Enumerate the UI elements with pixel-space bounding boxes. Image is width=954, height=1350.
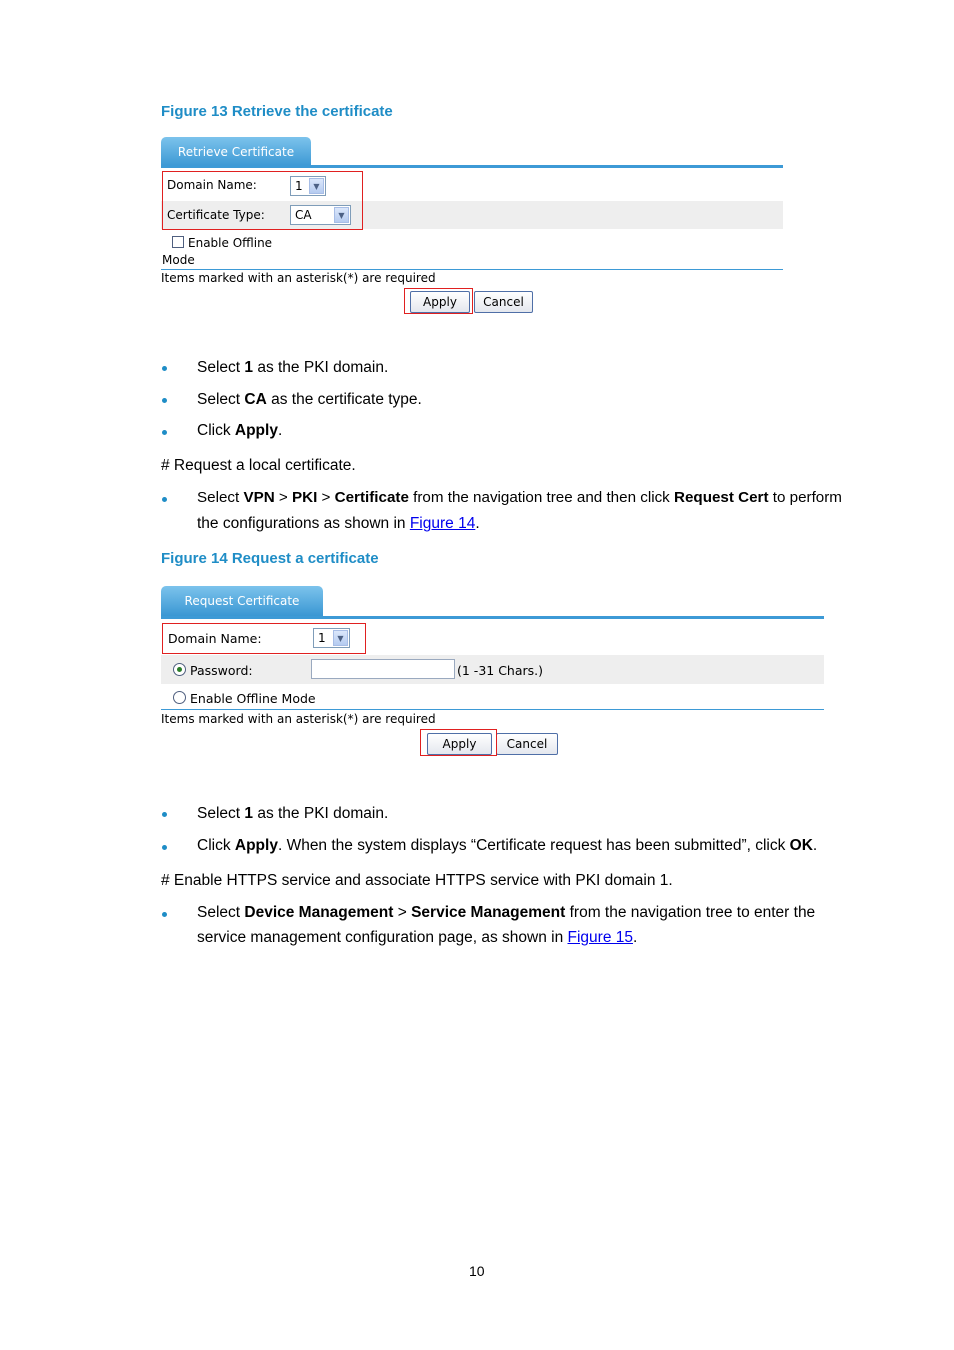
step-nav-certificate: Select VPN > PKI > Certificate from the navigation tree and then click Request Cert to perform — [197, 489, 842, 506]
enable-offline-label: Enable Offline Mode — [190, 691, 316, 706]
bullet — [162, 398, 167, 403]
password-input[interactable] — [311, 659, 455, 679]
bullet — [162, 430, 167, 435]
enable-offline-label: Enable Offline — [188, 236, 273, 250]
figure-13-caption: Figure 13 Retrieve the certificate — [161, 103, 393, 120]
step-select-domain: Select 1 as the PKI domain. — [197, 359, 389, 376]
note-https: # Enable HTTPS service and associate HTTPS service with PKI domain 1. — [161, 872, 673, 889]
domain-name-label: Domain Name: — [167, 178, 257, 192]
bullet — [162, 366, 167, 371]
certificate-type-label: Certificate Type: — [167, 208, 265, 222]
apply-button[interactable]: Apply — [410, 291, 470, 313]
tab-retrieve-certificate[interactable]: Retrieve Certificate — [161, 137, 311, 167]
domain-name-value: 1 — [295, 179, 303, 193]
required-note: Items marked with an asterisk(*) are required — [161, 271, 436, 285]
step-nav-service-line2: service management configuration page, as shown in Figure 15. — [197, 929, 638, 946]
highlight-domain — [162, 623, 366, 654]
domain-name-label: Domain Name: — [168, 631, 262, 646]
highlight-apply — [404, 288, 473, 314]
tab-request-certificate[interactable]: Request Certificate — [161, 586, 323, 616]
bullet — [162, 812, 167, 817]
apply-button[interactable]: Apply — [427, 733, 492, 755]
step-nav-certificate-line2: the configurations as shown in Figure 14. — [197, 515, 480, 532]
step-click-apply: Click Apply. — [197, 422, 283, 439]
chevron-down-icon: ▼ — [333, 630, 348, 646]
required-note: Items marked with an asterisk(*) are required — [161, 712, 436, 726]
highlight-domain-certtype — [162, 171, 363, 230]
page-number: 10 — [469, 1263, 485, 1279]
cancel-button[interactable]: Cancel — [474, 291, 533, 313]
step-nav-service: Select Device Management > Service Management from the navigation tree to enter the — [197, 904, 816, 921]
separator-line — [161, 269, 783, 270]
step-select-domain-2: Select 1 as the PKI domain. — [197, 805, 389, 822]
step-select-type: Select CA as the certificate type. — [197, 391, 422, 408]
bullet — [162, 497, 167, 502]
bullet — [162, 845, 167, 850]
step-click-apply-ok: Click Apply. When the system displays “Certificate request has been submitted”, click OK. — [197, 837, 818, 854]
enable-offline-radio[interactable] — [173, 691, 186, 704]
tab-underline — [161, 165, 783, 168]
bullet — [162, 912, 167, 917]
enable-offline-checkbox[interactable] — [172, 236, 184, 248]
password-label: Password: — [190, 663, 253, 678]
tab-underline — [161, 616, 824, 619]
chevron-down-icon: ▼ — [334, 207, 349, 223]
password-hint: (1 -31 Chars.) — [457, 663, 544, 678]
chevron-down-icon: ▼ — [309, 178, 324, 194]
note-request-cert: # Request a local certificate. — [161, 457, 356, 474]
highlight-apply — [420, 729, 497, 756]
cancel-button[interactable]: Cancel — [496, 733, 558, 755]
password-radio[interactable] — [173, 663, 186, 676]
figure-15-link[interactable]: Figure 15 — [567, 929, 633, 946]
domain-name-value: 1 — [318, 631, 326, 645]
figure-14-link[interactable]: Figure 14 — [409, 515, 476, 532]
figure-14-caption: Figure 14 Request a certificate — [161, 550, 379, 567]
separator-line — [161, 709, 824, 710]
enable-offline-label-mode: Mode — [162, 253, 195, 267]
certificate-type-value: CA — [295, 208, 312, 222]
